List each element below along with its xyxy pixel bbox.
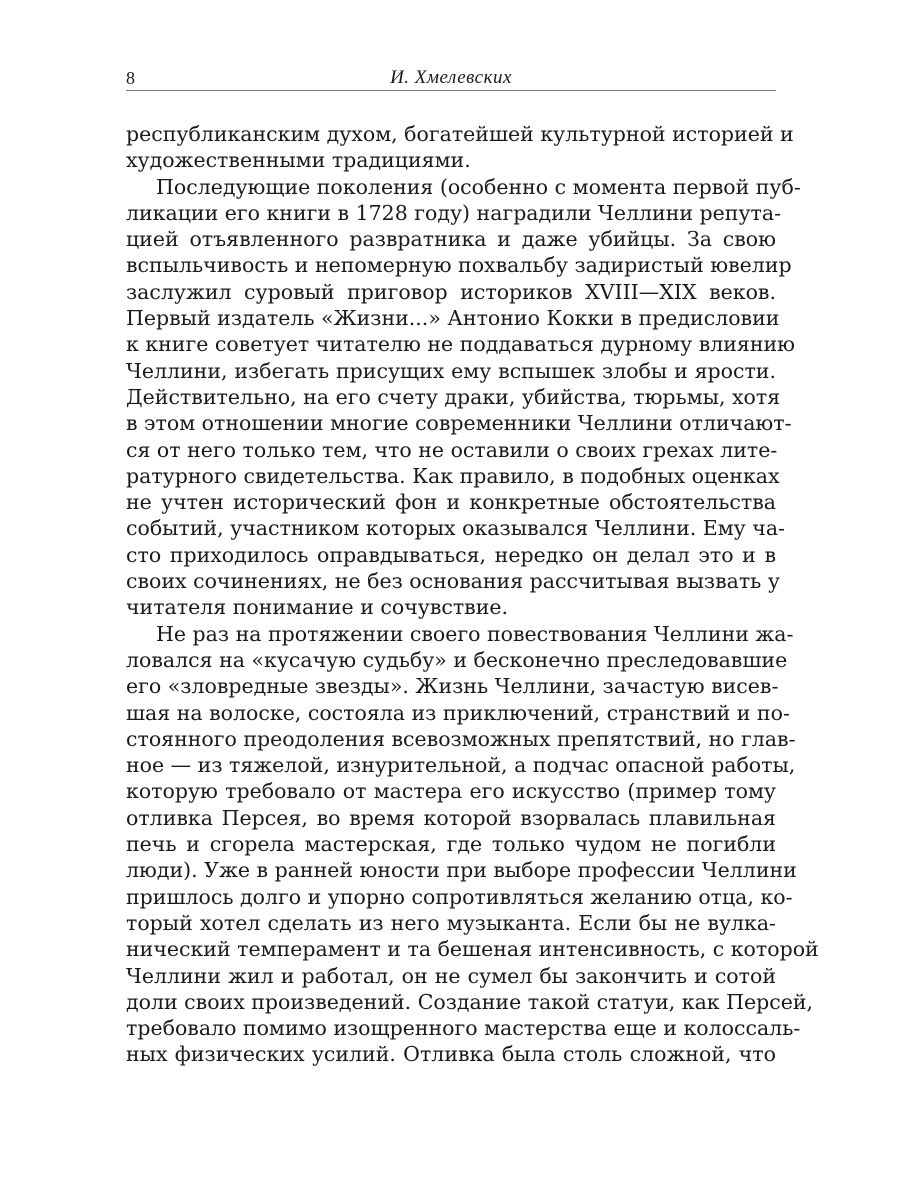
- text-line: пришлось долго и упорно сопротивляться желанию отца, ко-: [126, 884, 793, 909]
- text-line: ное — из тяжелой, изнурительной, а подчас опасной работы,: [126, 753, 796, 778]
- text-line: отливка Персея, во время которой взорвалась плавильная: [126, 805, 776, 830]
- text-line: читателя понимание и сочувствие.: [126, 595, 509, 620]
- text-line: заслужил суровый приговор историков XVIII—XIX веков.: [126, 279, 776, 304]
- text-line: цией отъявленного развратника и даже убийцы. За свою: [126, 227, 776, 252]
- text-line: событий, участником которых оказывался Челлини. Ему ча-: [126, 516, 785, 541]
- body-text: [126, 121, 819, 1068]
- paragraph: [126, 121, 794, 174]
- text-line: ных физических усилий. Отливка была столь сложной, что: [126, 1042, 776, 1067]
- text-line: Челлини жил и работал, он не сумел бы закончить и сотой: [126, 963, 776, 988]
- paragraph: [126, 621, 819, 1068]
- text-line: в этом отношении многие современники Челлини отличают-: [126, 411, 792, 436]
- text-line: печь и сгорела мастерская, где только чудом не погибли: [126, 832, 776, 857]
- page-header: [126, 62, 776, 91]
- text-line: нический темперамент и та бешеная интенсивность, с которой: [126, 937, 819, 962]
- running-title: И. Хмелевских: [390, 67, 512, 88]
- text-line: шая на волоске, состояла из приключений, странствий и по-: [126, 700, 790, 725]
- paragraph: [126, 174, 801, 621]
- text-line: Последующие поколения (особенно с момента первой пуб-: [156, 174, 801, 199]
- text-line: которую требовало от мастера его искусство (пример тому: [126, 779, 776, 804]
- text-line: ликации его книги в 1728 году) наградили Челлини репута-: [126, 200, 782, 225]
- text-line: Первый издатель «Жизни...» Антонио Кокки в предисловии: [126, 306, 780, 331]
- text-line: ловался на «кусачую судьбу» и бесконечно преследовавшие: [126, 647, 788, 672]
- text-line: требовало помимо изощренного мастерства еще и колоссаль-: [126, 1016, 801, 1041]
- text-line: стоянного преодоления всевозможных препятствий, но глав-: [126, 726, 796, 751]
- text-line: доли своих произведений. Создание такой статуи, как Персей,: [126, 989, 814, 1014]
- text-line: ратурного свидетельства. Как правило, в подобных оценках: [126, 463, 780, 488]
- text-line: художественными традициями.: [126, 148, 471, 173]
- text-line: республиканским духом, богатейшей культурной историей и: [126, 122, 794, 146]
- text-line: сто приходилось оправдываться, нередко он делал это и в: [126, 542, 776, 567]
- text-line: не учтен исторический фон и конкретные обстоятельства: [126, 490, 776, 515]
- text-line: своих сочинениях, не без основания рассчитывая вызвать у: [126, 569, 780, 594]
- text-line: люди). Уже в ранней юности при выборе профессии Челлини: [126, 858, 797, 883]
- text-line: торый хотел сделать из него музыканта. Если бы не вулка-: [126, 910, 776, 935]
- page-number: 8: [126, 68, 135, 88]
- text-line: ся от него только тем, что не оставили о своих грехах лите-: [126, 437, 778, 462]
- text-line: его «зловредные звезды». Жизнь Челлини, зачастую висев-: [126, 674, 779, 699]
- text-line: Не раз на протяжении своего повествования Челлини жа-: [156, 621, 794, 646]
- text-line: вспыльчивость и непомерную похвальбу задиристый ювелир: [126, 253, 792, 278]
- text-line: Действительно, на его счету драки, убийства, тюрьмы, хотя: [126, 384, 781, 409]
- text-line: к книге советует читателю не поддаваться дурному влиянию: [126, 332, 796, 357]
- text-line: Челлини, избегать присущих ему вспышек злобы и ярости.: [126, 358, 776, 383]
